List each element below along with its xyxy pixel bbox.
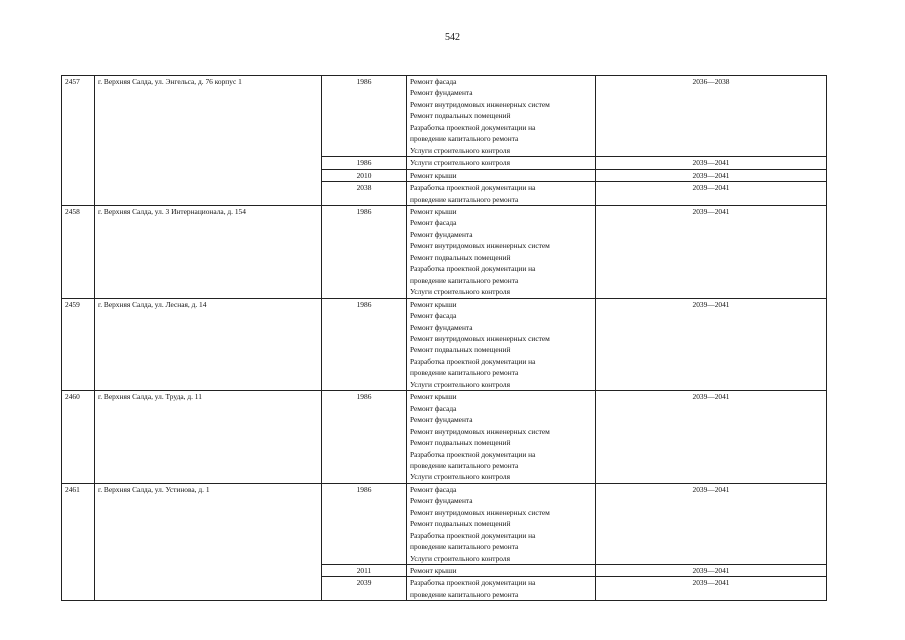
work-item: Ремонт фасада: [410, 218, 457, 228]
work-item: Ремонт крыши: [410, 566, 457, 576]
work-item: проведение капитального ремонта: [410, 134, 519, 144]
work-item: Ремонт подвальных помещений: [410, 111, 511, 121]
work-item: Ремонт подвальных помещений: [410, 345, 511, 355]
works-cell: [407, 483, 596, 564]
works-cell: [407, 205, 596, 298]
year-cell: 1986: [322, 205, 407, 298]
work-item: Услуги строительного контроля: [410, 158, 510, 168]
page-number: 542: [445, 32, 460, 43]
period-cell: 2039—2041: [596, 577, 827, 601]
work-item: Услуги строительного контроля: [410, 287, 510, 297]
work-item: Разработка проектной документации на: [410, 183, 536, 193]
year-cell: 2038: [322, 182, 407, 206]
works-cell: [407, 577, 596, 601]
work-item: проведение капитального ремонта: [410, 368, 519, 378]
table-row: [62, 76, 827, 157]
table-body: [62, 76, 827, 601]
work-item: Ремонт фундамента: [410, 322, 473, 332]
address-cell: г. Верхняя Салда, ул. Труда, д. 11: [95, 391, 322, 484]
work-item: проведение капитального ремонта: [410, 275, 519, 285]
work-item: Ремонт крыши: [410, 299, 457, 309]
works-cell: [407, 76, 596, 157]
work-item: Услуги строительного контроля: [410, 472, 510, 482]
work-item: Услуги строительного контроля: [410, 379, 510, 389]
work-item: Разработка проектной документации на: [410, 122, 536, 132]
year-cell: 1986: [322, 76, 407, 157]
row-number-cell: 2457: [62, 76, 95, 206]
address-cell: г. Верхняя Салда, ул. Энгельса, д. 76 корпус 1: [95, 76, 322, 206]
year-cell: 1986: [322, 298, 407, 391]
year-cell: 1986: [322, 483, 407, 564]
works-cell: [407, 169, 596, 181]
works-cell: [407, 182, 596, 206]
period-cell: 2039—2041: [596, 157, 827, 169]
works-cell: [407, 391, 596, 484]
year-cell: 1986: [322, 391, 407, 484]
work-item: Ремонт фасада: [410, 77, 457, 86]
period-cell: 2039—2041: [596, 565, 827, 577]
table-row: [62, 205, 827, 298]
period-cell: 2039—2041: [596, 483, 827, 564]
work-item: Ремонт фундамента: [410, 88, 473, 98]
year-cell: 1986: [322, 157, 407, 169]
works-cell: [407, 565, 596, 577]
year-cell: 2039: [322, 577, 407, 601]
row-number-cell: 2460: [62, 391, 95, 484]
period-cell: 2036—2038: [596, 76, 827, 157]
row-number-cell: 2458: [62, 205, 95, 298]
work-item: Ремонт фасада: [410, 311, 457, 321]
table-row: [62, 298, 827, 391]
work-item: Услуги строительного контроля: [410, 553, 510, 563]
work-item: Ремонт фундамента: [410, 415, 473, 425]
work-item: проведение капитального ремонта: [410, 589, 519, 599]
row-number-cell: 2461: [62, 483, 95, 601]
period-cell: 2039—2041: [596, 298, 827, 391]
address-cell: г. Верхняя Салда, ул. 3 Интернационала, д. 154: [95, 205, 322, 298]
work-item: Разработка проектной документации на: [410, 264, 536, 274]
works-cell: [407, 157, 596, 169]
work-item: Ремонт внутридомовых инженерных систем: [410, 333, 550, 343]
address-cell: г. Верхняя Салда, ул. Устинова, д. 1: [95, 483, 322, 601]
work-item: Ремонт подвальных помещений: [410, 252, 511, 262]
year-cell: 2010: [322, 169, 407, 181]
table-row: [62, 483, 827, 564]
work-item: Ремонт внутридомовых инженерных систем: [410, 507, 550, 517]
work-item: Ремонт крыши: [410, 170, 457, 180]
address-cell: г. Верхняя Салда, ул. Лесная, д. 14: [95, 298, 322, 391]
work-item: Ремонт крыши: [410, 206, 457, 216]
work-item: Ремонт фасада: [410, 403, 457, 413]
work-item: Разработка проектной документации на: [410, 578, 536, 588]
work-item: проведение капитального ремонта: [410, 194, 519, 204]
work-item: Ремонт внутридомовых инженерных систем: [410, 241, 550, 251]
period-cell: 2039—2041: [596, 169, 827, 181]
period-cell: 2039—2041: [596, 182, 827, 206]
work-item: Разработка проектной документации на: [410, 530, 536, 540]
work-item: Разработка проектной документации на: [410, 449, 536, 459]
work-item: Ремонт подвальных помещений: [410, 519, 511, 529]
works-cell: [407, 298, 596, 391]
work-item: Ремонт внутридомовых инженерных систем: [410, 426, 550, 436]
work-item: Ремонт крыши: [410, 392, 457, 402]
period-cell: 2039—2041: [596, 391, 827, 484]
work-item: Разработка проектной документации на: [410, 356, 536, 366]
work-item: Ремонт фундамента: [410, 229, 473, 239]
work-item: проведение капитального ремонта: [410, 460, 519, 470]
work-item: Ремонт фундамента: [410, 496, 473, 506]
year-cell: 2011: [322, 565, 407, 577]
period-cell: 2039—2041: [596, 205, 827, 298]
table-row: [62, 391, 827, 484]
work-item: Ремонт подвальных помещений: [410, 438, 511, 448]
work-item: проведение капитального ремонта: [410, 542, 519, 552]
work-item: Ремонт внутридомовых инженерных систем: [410, 99, 550, 109]
work-item: Услуги строительного контроля: [410, 145, 510, 155]
row-number-cell: 2459: [62, 298, 95, 391]
capital-repair-table: [61, 75, 827, 601]
work-item: Ремонт фасада: [410, 484, 457, 494]
